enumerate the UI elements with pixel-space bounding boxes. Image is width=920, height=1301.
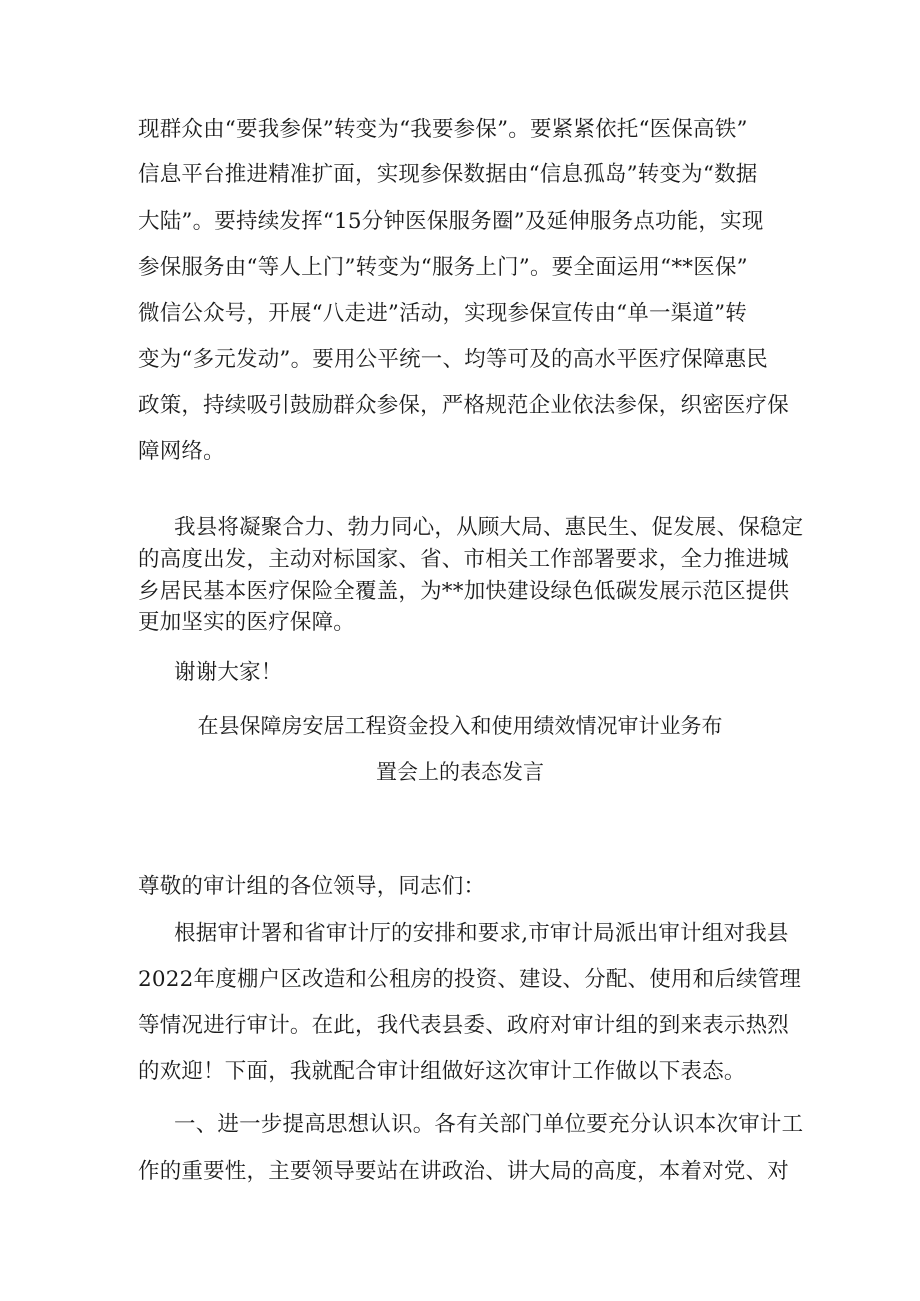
paragraph-line: 等情况进行审计。在此，我代表县委、政府对审计组的到来表示热烈 <box>138 1013 790 1038</box>
paragraph-line: 信息平台推进精准扩面，实现参保数据由“信息孤岛”转变为“数据 <box>138 162 758 187</box>
paragraph-line: 变为“多元发动”。要用公平统一、均等可及的高水平医疗保障惠民 <box>138 347 768 372</box>
paragraph-line: 障网络。 <box>138 439 225 464</box>
paragraph-line: 作的重要性，主要领导要站在讲政治、讲大局的高度，本着对党、对 <box>138 1159 790 1184</box>
paragraph-line: 我县将凝聚合力、勃力同心，从顾大局、惠民生、促发展、保稳定 <box>174 515 804 540</box>
paragraph-line: 的欢迎！下面，我就配合审计组做好这次审计工作做以下表态。 <box>138 1059 746 1084</box>
paragraph-line: 微信公众号，开展“八走进”活动，实现参保宣传由“单一渠道”转 <box>138 301 747 326</box>
paragraph-line: 更加坚实的医疗保障。 <box>138 610 356 635</box>
paragraph-line: 一、进一步提高思想认识。各有关部门单位要充分认识本次审计工 <box>174 1112 804 1137</box>
paragraph-line: 乡居民基本医疗保险全覆盖，为**加快建设绿色低碳发展示范区提供 <box>138 579 790 604</box>
paragraph-line: 的高度出发，主动对标国家、省、市相关工作部署要求，全力推进城 <box>138 547 790 572</box>
closing-thanks: 谢谢大家！ <box>174 660 283 685</box>
paragraph-line: 政策，持续吸引鼓励群众参保，严格规范企业依法参保，织密医疗保 <box>138 393 790 418</box>
paragraph-line: 参保服务由“等人上门”转变为“服务上门”。要全面运用“**医保” <box>138 255 748 280</box>
paragraph-line: 现群众由“要我参保”转变为“我要参保”。要紧紧依托“医保高铁” <box>138 117 748 142</box>
salutation: 尊敬的审计组的各位领导，同志们： <box>138 874 486 899</box>
paragraph-line: 2022年度棚户区改造和公租房的投资、建设、分配、使用和后续管理 <box>138 967 802 992</box>
speech-title-line1: 在县保障房安居工程资金投入和使用绩效情况审计业务布 <box>197 714 723 738</box>
paragraph-line: 根据审计署和省审计厅的安排和要求,市审计局派出审计组对我县 <box>174 921 789 946</box>
paragraph-line: 大陆”。要持续发挥“15分钟医保服务圈”及延伸服务点功能，实现 <box>138 209 764 234</box>
speech-title-line2: 置会上的表态发言 <box>376 760 544 784</box>
